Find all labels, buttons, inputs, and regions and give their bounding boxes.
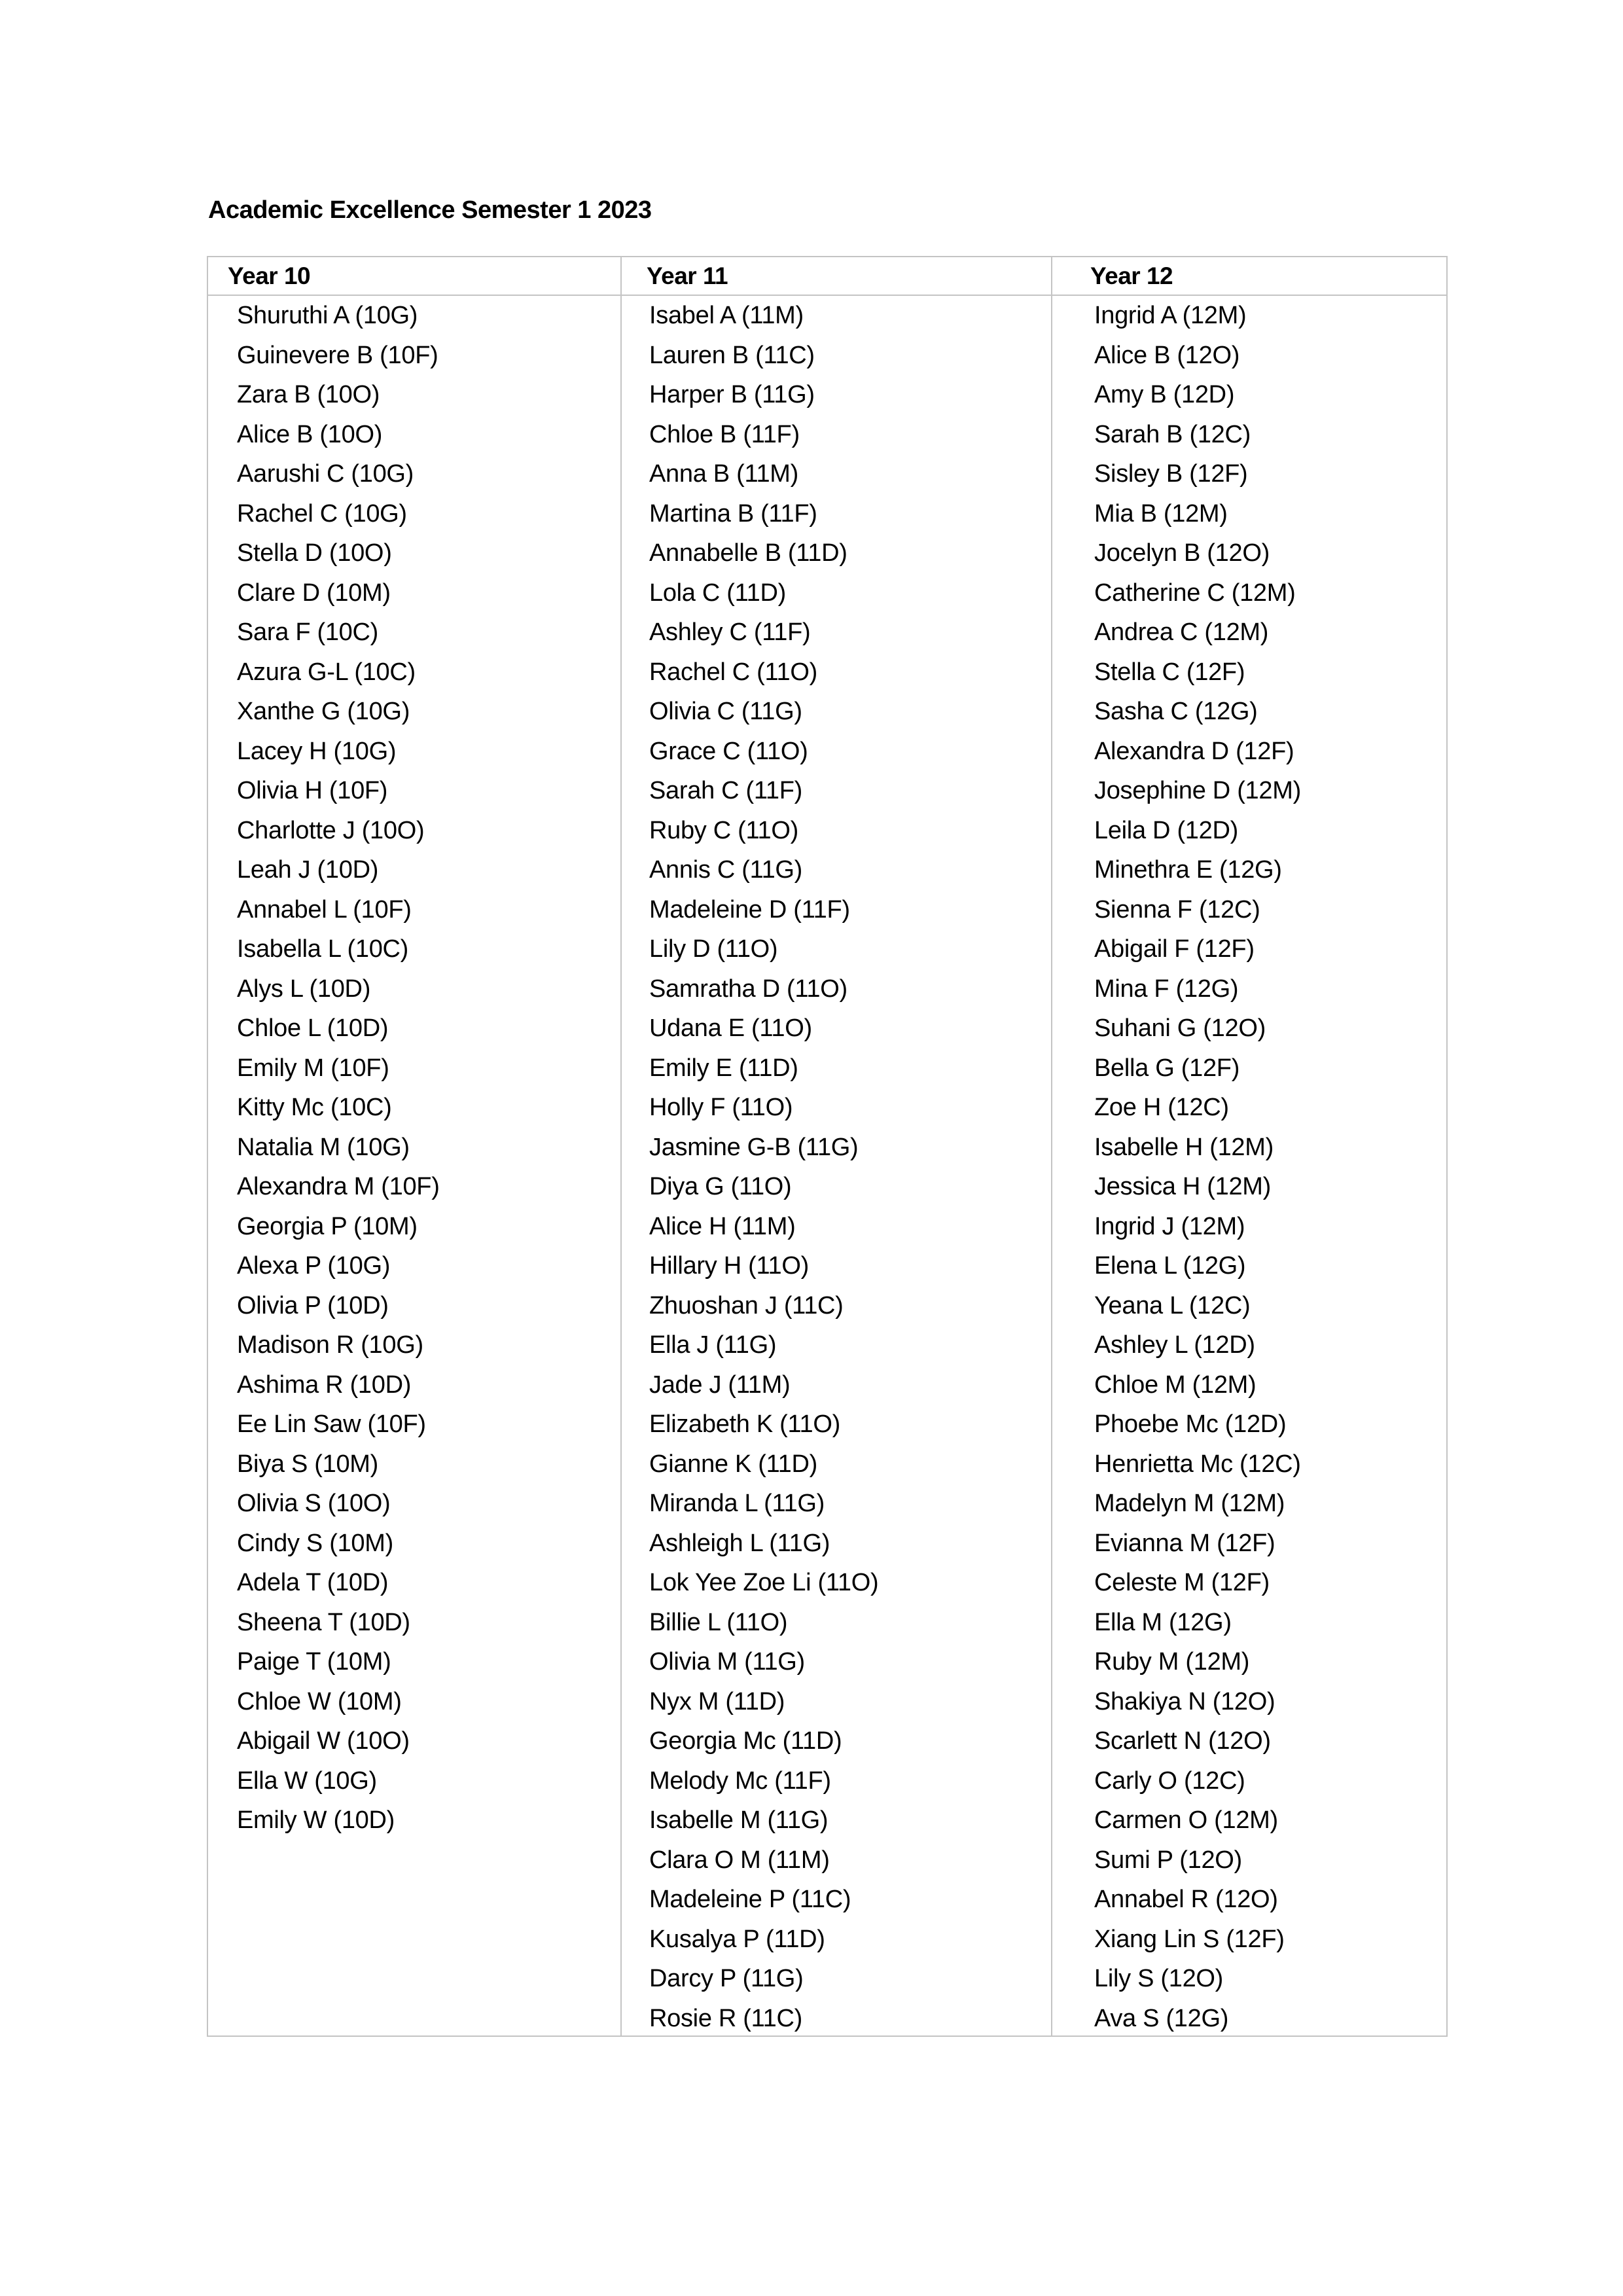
student-entry: Elena L (12G) — [1094, 1252, 1246, 1280]
student-entry: Darcy P (11G) — [649, 1965, 804, 1992]
student-entry: Adela T (10D) — [237, 1569, 389, 1596]
year-10-list — [237, 296, 440, 1840]
student-entry: Samratha D (11O) — [649, 975, 847, 1003]
student-entry: Ashima R (10D) — [237, 1371, 412, 1399]
student-entry: Jasmine G-B (11G) — [649, 1133, 859, 1161]
student-entry: Evianna M (12F) — [1094, 1529, 1275, 1557]
student-entry: Abigail F (12F) — [1094, 935, 1255, 963]
student-entry: Ruby C (11O) — [649, 816, 798, 844]
student-entry: Clara O M (11M) — [649, 1846, 830, 1874]
student-entry: Suhani G (12O) — [1094, 1014, 1266, 1042]
student-entry: Bella G (12F) — [1094, 1054, 1240, 1082]
student-entry: Cindy S (10M) — [237, 1529, 393, 1557]
student-entry: Isabella L (10C) — [237, 935, 409, 963]
student-entry: Shakiya N (12O) — [1094, 1687, 1275, 1715]
student-entry: Ella M (12G) — [1094, 1608, 1232, 1636]
student-entry: Ee Lin Saw (10F) — [237, 1410, 426, 1438]
student-entry: Emily M (10F) — [237, 1054, 389, 1082]
student-entry: Anna B (11M) — [649, 460, 799, 488]
student-entry: Alys L (10D) — [237, 975, 371, 1003]
student-entry: Annabelle B (11D) — [649, 539, 847, 567]
student-entry: Isabelle H (12M) — [1094, 1133, 1274, 1161]
student-entry: Alexa P (10G) — [237, 1252, 391, 1280]
student-entry: Josephine D (12M) — [1094, 777, 1301, 804]
column-header-year-10: Year 10 — [228, 262, 311, 289]
student-entry: Carmen O (12M) — [1094, 1806, 1278, 1834]
student-entry: Annis C (11G) — [649, 856, 803, 884]
student-entry: Hillary H (11O) — [649, 1252, 809, 1280]
student-entry: Olivia H (10F) — [237, 777, 388, 804]
student-entry: Nyx M (11D) — [649, 1687, 785, 1715]
student-entry: Abigail W (10O) — [237, 1727, 410, 1755]
student-entry: Billie L (11O) — [649, 1608, 788, 1636]
student-entry: Ashleigh L (11G) — [649, 1529, 830, 1557]
student-entry: Xiang Lin S (12F) — [1094, 1925, 1285, 1953]
student-entry: Shuruthi A (10G) — [237, 302, 418, 329]
student-entry: Elizabeth K (11O) — [649, 1410, 840, 1438]
student-entry: Kusalya P (11D) — [649, 1925, 825, 1953]
student-entry: Olivia P (10D) — [237, 1291, 389, 1319]
student-entry: Amy B (12D) — [1094, 381, 1235, 408]
student-entry: Madeleine P (11C) — [649, 1886, 851, 1913]
student-entry: Sisley B (12F) — [1094, 460, 1248, 488]
student-entry: Miranda L (11G) — [649, 1490, 825, 1517]
student-entry: Leila D (12D) — [1094, 816, 1238, 844]
student-entry: Kitty Mc (10C) — [237, 1094, 392, 1121]
student-entry: Sara F (10C) — [237, 619, 379, 646]
student-entry: Madison R (10G) — [237, 1331, 423, 1359]
student-entry: Diya G (11O) — [649, 1173, 792, 1200]
student-entry: Mina F (12G) — [1094, 975, 1239, 1003]
student-entry: Alice B (12O) — [1094, 341, 1240, 369]
student-entry: Jessica H (12M) — [1094, 1173, 1271, 1200]
column-divider — [620, 257, 622, 2036]
student-entry: Charlotte J (10O) — [237, 816, 425, 844]
student-entry: Yeana L (12C) — [1094, 1291, 1251, 1319]
student-entry: Gianne K (11D) — [649, 1450, 817, 1478]
student-entry: Madelyn M (12M) — [1094, 1490, 1285, 1517]
student-entry: Ava S (12G) — [1094, 2004, 1229, 2032]
student-entry: Chloe M (12M) — [1094, 1371, 1257, 1399]
student-entry: Holly F (11O) — [649, 1094, 793, 1121]
student-entry: Ashley L (12D) — [1094, 1331, 1255, 1359]
student-entry: Biya S (10M) — [237, 1450, 379, 1478]
student-entry: Rachel C (11O) — [649, 658, 817, 686]
student-entry: Georgia P (10M) — [237, 1212, 418, 1240]
student-entry: Xanthe G (10G) — [237, 698, 410, 725]
student-entry: Chloe B (11F) — [649, 420, 800, 448]
student-entry: Carly O (12C) — [1094, 1767, 1245, 1795]
student-entry: Olivia S (10O) — [237, 1490, 391, 1517]
student-entry: Phoebe Mc (12D) — [1094, 1410, 1287, 1438]
document-title: Academic Excellence Semester 1 2023 — [208, 196, 652, 224]
student-entry: Alice H (11M) — [649, 1212, 796, 1240]
column-divider — [1051, 257, 1052, 2036]
student-entry: Lok Yee Zoe Li (11O) — [649, 1569, 879, 1596]
student-entry: Ashley C (11F) — [649, 619, 811, 646]
student-entry: Aarushi C (10G) — [237, 460, 414, 488]
student-entry: Zara B (10O) — [237, 381, 380, 408]
student-entry: Ingrid A (12M) — [1094, 302, 1247, 329]
student-entry: Rosie R (11C) — [649, 2004, 803, 2032]
column-header-year-11: Year 11 — [647, 262, 728, 289]
student-entry: Sheena T (10D) — [237, 1608, 410, 1636]
student-entry: Jade J (11M) — [649, 1371, 791, 1399]
student-entry: Leah J (10D) — [237, 856, 379, 884]
student-entry: Natalia M (10G) — [237, 1133, 410, 1161]
student-entry: Udana E (11O) — [649, 1014, 812, 1042]
student-entry: Sasha C (12G) — [1094, 698, 1258, 725]
student-entry: Sienna F (12C) — [1094, 895, 1260, 924]
student-entry: Catherine C (12M) — [1094, 579, 1296, 607]
student-entry: Olivia M (11G) — [649, 1648, 805, 1676]
student-entry: Ingrid J (12M) — [1094, 1212, 1245, 1240]
student-entry: Andrea C (12M) — [1094, 619, 1269, 646]
student-entry: Stella D (10O) — [237, 539, 392, 567]
student-entry: Chloe L (10D) — [237, 1014, 389, 1042]
student-entry: Alexandra M (10F) — [237, 1173, 440, 1200]
student-entry: Sarah C (11F) — [649, 777, 803, 804]
student-entry: Sumi P (12O) — [1094, 1846, 1242, 1874]
student-entry: Rachel C (10G) — [237, 499, 407, 528]
student-entry: Sarah B (12C) — [1094, 420, 1251, 448]
student-entry: Ella J (11G) — [649, 1331, 777, 1359]
student-entry: Isabel A (11M) — [649, 302, 804, 329]
table-header-row — [208, 257, 1446, 296]
student-entry: Zoe H (12C) — [1094, 1094, 1229, 1121]
student-entry: Stella C (12F) — [1094, 658, 1245, 686]
student-entry: Ella W (10G) — [237, 1767, 377, 1795]
student-entry: Annabel R (12O) — [1094, 1886, 1278, 1913]
student-entry: Henrietta Mc (12C) — [1094, 1450, 1301, 1478]
student-entry: Chloe W (10M) — [237, 1687, 402, 1715]
student-entry: Harper B (11G) — [649, 381, 815, 408]
student-entry: Azura G-L (10C) — [237, 658, 416, 686]
student-entry: Lily S (12O) — [1094, 1965, 1224, 1992]
student-entry: Martina B (11F) — [649, 499, 817, 528]
student-entry: Olivia C (11G) — [649, 698, 802, 725]
student-entry: Lily D (11O) — [649, 935, 778, 963]
column-header-year-12: Year 12 — [1090, 262, 1173, 289]
student-entry: Emily W (10D) — [237, 1806, 395, 1834]
student-entry: Scarlett N (12O) — [1094, 1727, 1271, 1755]
student-entry: Ruby M (12M) — [1094, 1648, 1250, 1676]
student-entry: Lauren B (11C) — [649, 341, 815, 369]
student-entry: Clare D (10M) — [237, 579, 391, 607]
student-entry: Lola C (11D) — [649, 579, 786, 607]
student-entry: Jocelyn B (12O) — [1094, 539, 1270, 567]
student-entry: Grace C (11O) — [649, 737, 808, 765]
student-entry: Minethra E (12G) — [1094, 856, 1282, 884]
student-entry: Alice B (10O) — [237, 420, 383, 448]
student-entry: Guinevere B (10F) — [237, 341, 438, 369]
awards-table — [207, 256, 1448, 2037]
student-entry: Isabelle M (11G) — [649, 1806, 829, 1834]
student-entry: Georgia Mc (11D) — [649, 1727, 842, 1755]
student-entry: Paige T (10M) — [237, 1648, 391, 1676]
student-entry: Alexandra D (12F) — [1094, 737, 1294, 765]
student-entry: Celeste M (12F) — [1094, 1569, 1270, 1596]
student-entry: Mia B (12M) — [1094, 499, 1228, 528]
year-12-list — [1094, 296, 1301, 2038]
student-entry: Annabel L (10F) — [237, 895, 412, 924]
student-entry: Zhuoshan J (11C) — [649, 1291, 844, 1319]
student-entry: Emily E (11D) — [649, 1054, 798, 1082]
student-entry: Melody Mc (11F) — [649, 1767, 831, 1795]
year-11-list — [649, 296, 878, 2038]
student-entry: Madeleine D (11F) — [649, 895, 850, 924]
student-entry: Lacey H (10G) — [237, 737, 397, 765]
